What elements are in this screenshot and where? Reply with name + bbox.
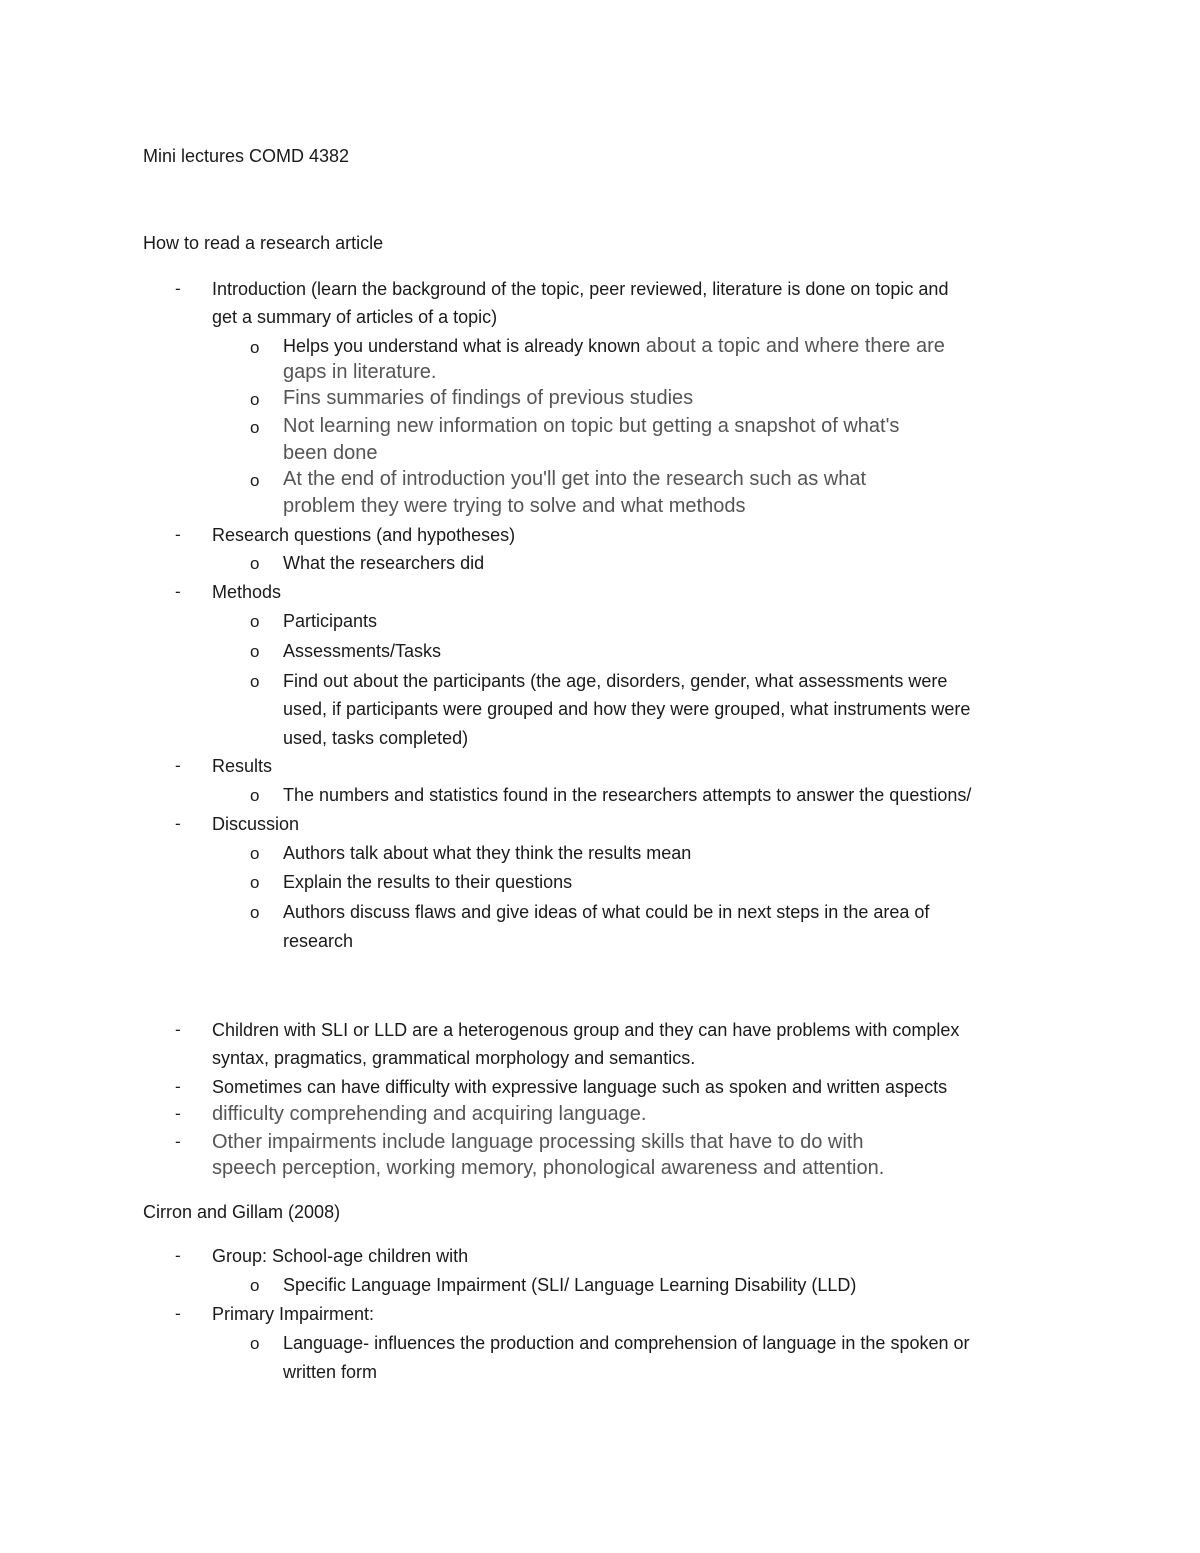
list-item-results: Results [212, 756, 273, 776]
sub-item-helps-understand-gray: about a topic and where there are [640, 335, 945, 357]
sub-item-authors-discuss-flaws-cont: research [283, 931, 354, 951]
dash-bullet: - [175, 814, 181, 833]
sub-item-assessments-tasks: Assessments/Tasks [283, 641, 442, 661]
sub-item-find-out-participants-cont: used, if participants were grouped and how they were grouped, what instruments were [283, 699, 971, 719]
list-item-other-impairments-cont: speech perception, working memory, phonological awareness and attention. [212, 1157, 885, 1179]
list-item-primary-impairment: Primary Impairment: [212, 1304, 375, 1324]
sub-item-specific-language-impairment: Specific Language Impairment (SLI/ Language Learning Disability (LLD) [283, 1275, 857, 1295]
circle-bullet: o [250, 1276, 260, 1295]
dash-bullet: - [175, 279, 181, 298]
list-item-discussion: Discussion [212, 814, 300, 834]
circle-bullet: o [250, 873, 260, 892]
dash-bullet: - [175, 525, 181, 544]
sub-item-end-of-intro-cont: problem they were trying to solve and what methods [283, 495, 746, 517]
dash-bullet: - [175, 1132, 181, 1151]
sub-item-authors-talk: Authors talk about what they think the results mean [283, 843, 692, 863]
dash-bullet: - [175, 1304, 181, 1323]
list-item-other-impairments: Other impairments include language processing skills that have to do with [212, 1131, 864, 1153]
sub-item-end-of-intro: At the end of introduction you'll get into the research such as what [283, 468, 867, 490]
sub-item-not-learning: Not learning new information on topic but getting a snapshot of what's [283, 415, 900, 437]
sub-item-helps-understand-cont: gaps in literature. [283, 361, 437, 383]
list-item-research-questions: Research questions (and hypotheses) [212, 525, 516, 545]
sub-item-helps-understand-dark: Helps you understand what is already known [283, 336, 641, 356]
list-item-expressive-language: Sometimes can have difficulty with expressive language such as spoken and written aspects [212, 1077, 948, 1097]
circle-bullet: o [250, 672, 260, 691]
dash-bullet: - [175, 1077, 181, 1096]
circle-bullet: o [250, 642, 260, 661]
dash-bullet: - [175, 1246, 181, 1265]
dash-bullet: - [175, 756, 181, 775]
document-title: Mini lectures COMD 4382 [143, 146, 350, 166]
list-item-children-sli-lld: Children with SLI or LLD are a heterogenous group and they can have problems with complex [212, 1020, 960, 1040]
sub-item-not-learning-cont: been done [283, 442, 378, 464]
circle-bullet: o [250, 418, 260, 437]
sub-item-explain-results: Explain the results to their questions [283, 872, 573, 892]
sub-item-what-researchers-did: What the researchers did [283, 553, 485, 573]
dash-bullet: - [175, 1020, 181, 1039]
circle-bullet: o [250, 1334, 260, 1353]
section-heading-cirron-gillam: Cirron and Gillam (2008) [143, 1202, 341, 1222]
sub-item-helps-understand [283, 334, 945, 358]
list-item-introduction-cont: get a summary of articles of a topic) [212, 307, 498, 327]
section-heading-read-article: How to read a research article [143, 233, 384, 253]
circle-bullet: o [250, 471, 260, 490]
dash-bullet: - [175, 582, 181, 601]
sub-item-numbers-statistics: The numbers and statistics found in the researchers attempts to answer the questions/ [283, 785, 972, 805]
list-item-children-sli-lld-cont: syntax, pragmatics, grammatical morphology and semantics. [212, 1048, 696, 1068]
list-item-introduction: Introduction (learn the background of the topic, peer reviewed, literature is done on topic and [212, 279, 949, 299]
sub-item-find-out-participants: Find out about the participants (the age, disorders, gender, what assessments were [283, 671, 948, 691]
sub-item-language-influences: Language- influences the production and comprehension of language in the spoken or [283, 1333, 970, 1353]
sub-item-participants: Participants [283, 611, 378, 631]
circle-bullet: o [250, 844, 260, 863]
circle-bullet: o [250, 786, 260, 805]
circle-bullet: o [250, 390, 260, 409]
list-item-group: Group: School-age children with [212, 1246, 469, 1266]
list-item-methods: Methods [212, 582, 282, 602]
sub-item-language-influences-cont: written form [283, 1362, 378, 1382]
circle-bullet: o [250, 338, 260, 357]
sub-item-authors-discuss-flaws: Authors discuss flaws and give ideas of what could be in next steps in the area of [283, 902, 930, 922]
list-item-difficulty-comprehending: difficulty comprehending and acquiring language. [212, 1103, 647, 1125]
sub-item-find-out-participants-cont2: used, tasks completed) [283, 728, 469, 748]
circle-bullet: o [250, 903, 260, 922]
circle-bullet: o [250, 554, 260, 573]
circle-bullet: o [250, 612, 260, 631]
sub-item-fins-summaries: Fins summaries of findings of previous studies [283, 387, 694, 409]
dash-bullet: - [175, 1104, 181, 1123]
